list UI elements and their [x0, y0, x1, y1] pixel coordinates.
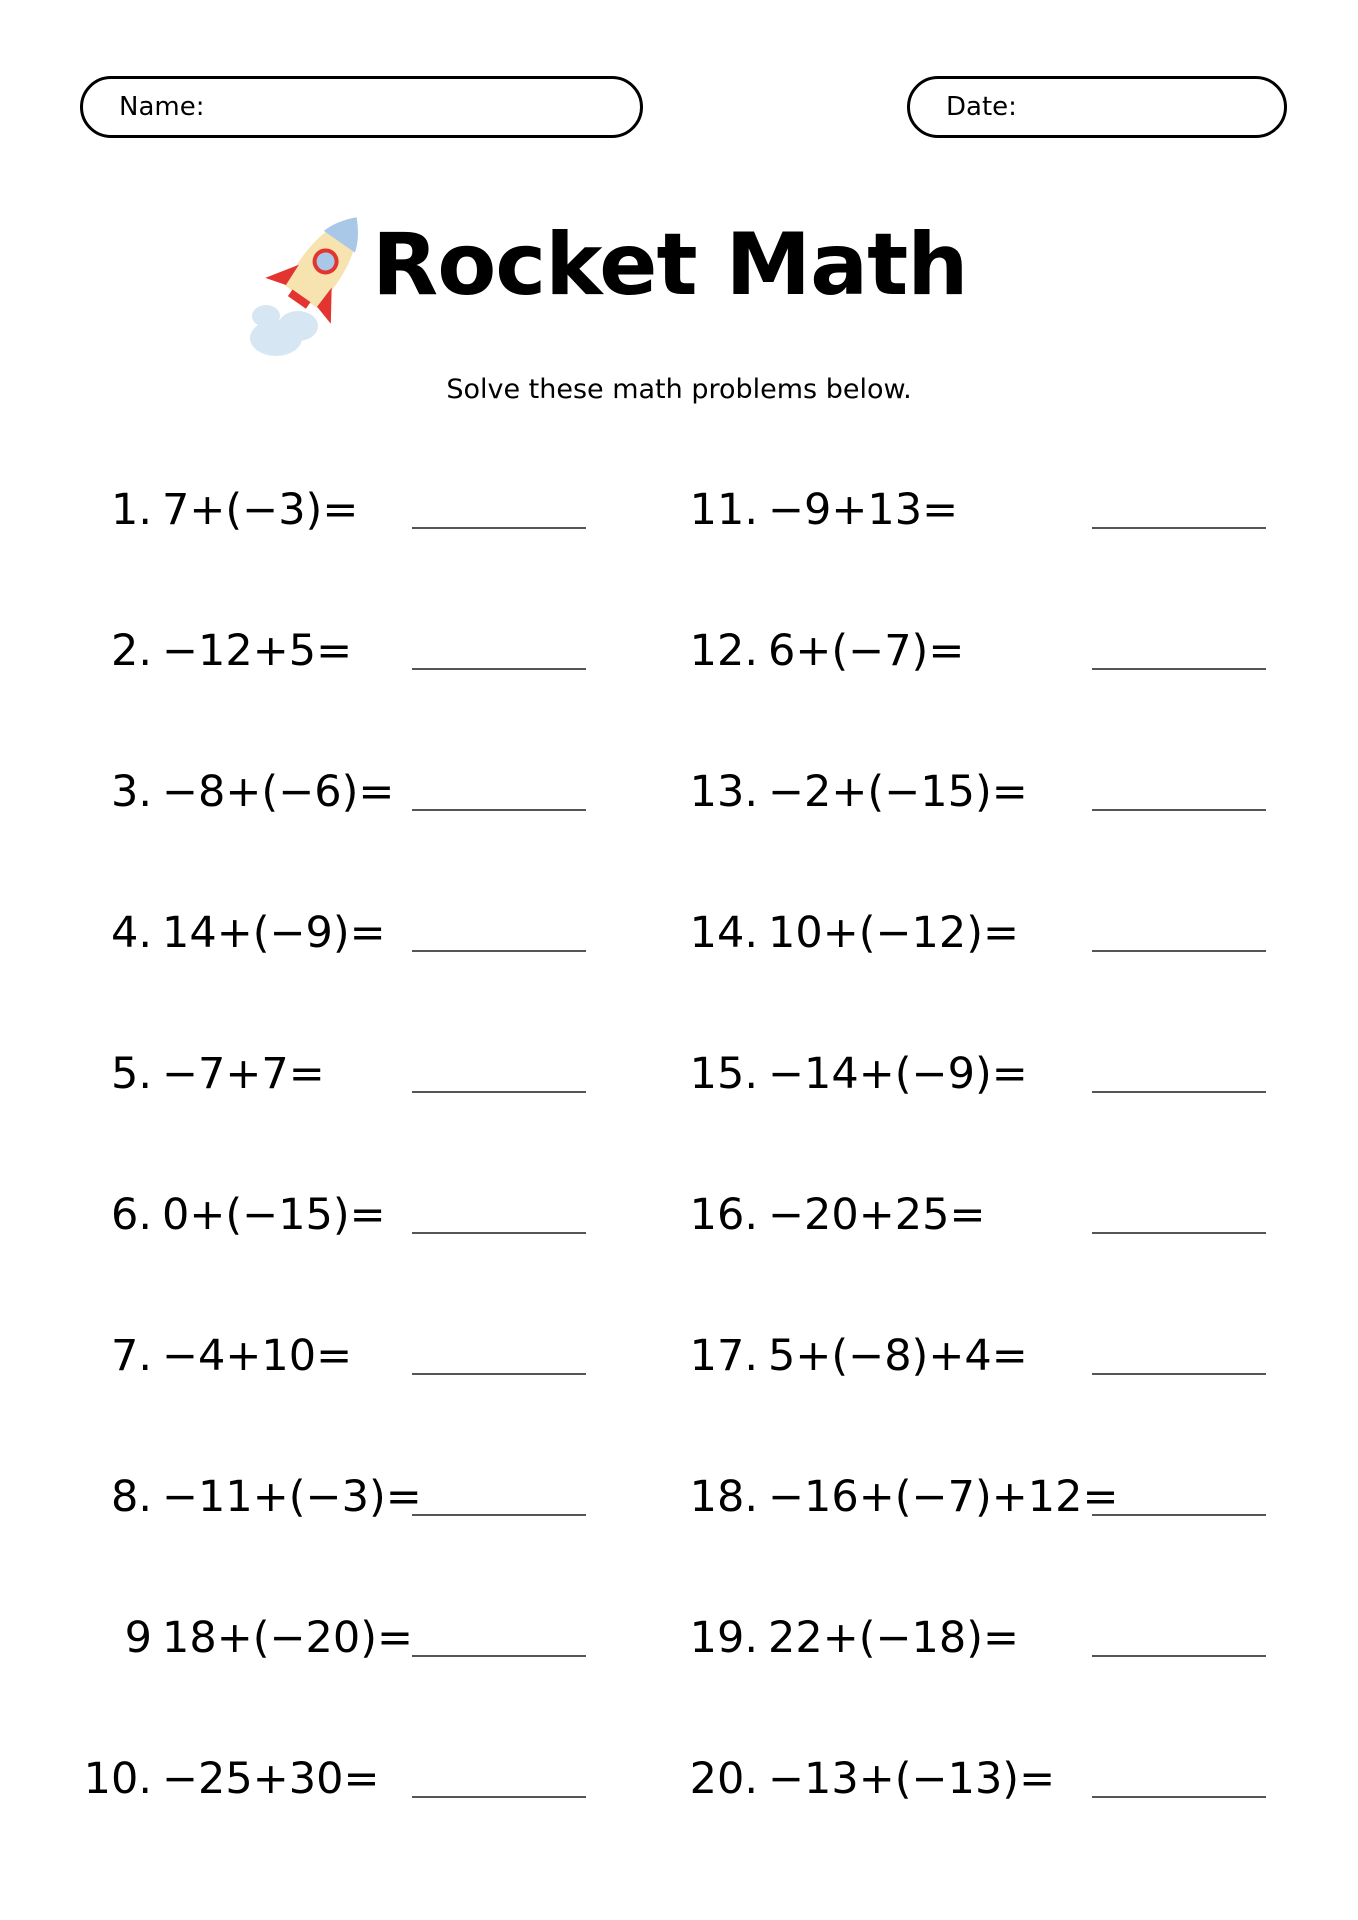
answer-blank[interactable] — [412, 527, 586, 529]
problem-number: 14. — [689, 908, 758, 958]
problem-number: 3. — [110, 767, 152, 817]
answer-blank[interactable] — [1092, 1232, 1266, 1234]
answer-blank[interactable] — [1092, 1373, 1266, 1375]
answer-blank[interactable] — [412, 1796, 586, 1798]
problem-number: 7. — [110, 1331, 152, 1381]
answer-blank[interactable] — [412, 1373, 586, 1375]
problem-number: 16. — [689, 1190, 758, 1240]
page-title: Rocket Math — [372, 215, 968, 315]
date-label: Date: — [946, 92, 1017, 122]
problem-expression: −25+30= — [162, 1754, 380, 1804]
problem-number: 9 — [124, 1613, 152, 1663]
problem-expression: 6+(−7)= — [768, 626, 965, 676]
problem-number: 15. — [689, 1049, 758, 1099]
answer-blank[interactable] — [1092, 950, 1266, 952]
problem-number: 18. — [689, 1472, 758, 1522]
answer-blank[interactable] — [1092, 527, 1266, 529]
problem-number: 2. — [110, 626, 152, 676]
problem-expression: −14+(−9)= — [768, 1049, 1028, 1099]
problem-number: 4. — [110, 908, 152, 958]
problem-expression: −12+5= — [162, 626, 353, 676]
answer-blank[interactable] — [412, 1232, 586, 1234]
name-label: Name: — [119, 92, 205, 122]
problem-number: 11. — [689, 485, 758, 535]
answer-blank[interactable] — [1092, 1796, 1266, 1798]
problem-number: 10. — [83, 1754, 152, 1804]
problem-expression: 0+(−15)= — [162, 1190, 386, 1240]
problem-expression: −20+25= — [768, 1190, 986, 1240]
problem-expression: 22+(−18)= — [768, 1613, 1020, 1663]
problem-number: 17. — [689, 1331, 758, 1381]
answer-blank[interactable] — [412, 1514, 586, 1516]
problem-expression: −11+(−3)= — [162, 1472, 422, 1522]
answer-blank[interactable] — [1092, 668, 1266, 670]
problem-expression: −16+(−7)+12= — [768, 1472, 1119, 1522]
problem-number: 13. — [689, 767, 758, 817]
problem-expression: 10+(−12)= — [768, 908, 1020, 958]
problem-expression: −4+10= — [162, 1331, 353, 1381]
problem-expression: 5+(−8)+4= — [768, 1331, 1028, 1381]
answer-blank[interactable] — [1092, 1655, 1266, 1657]
problem-expression: −2+(−15)= — [768, 767, 1028, 817]
problem-number: 20. — [689, 1754, 758, 1804]
answer-blank[interactable] — [1092, 1514, 1266, 1516]
instructions: Solve these math problems below. — [446, 374, 912, 405]
problem-number: 12. — [689, 626, 758, 676]
answer-blank[interactable] — [412, 668, 586, 670]
answer-blank[interactable] — [1092, 809, 1266, 811]
problem-expression: −7+7= — [162, 1049, 325, 1099]
problem-number: 19. — [689, 1613, 758, 1663]
problem-number: 1. — [110, 485, 152, 535]
problem-expression: 7+(−3)= — [162, 485, 359, 535]
problem-number: 8. — [110, 1472, 152, 1522]
answer-blank[interactable] — [412, 1091, 586, 1093]
problem-number: 6. — [110, 1190, 152, 1240]
problem-expression: −13+(−13)= — [768, 1754, 1056, 1804]
answer-blank[interactable] — [1092, 1091, 1266, 1093]
answer-blank[interactable] — [412, 809, 586, 811]
problem-expression: 14+(−9)= — [162, 908, 386, 958]
problem-number: 5. — [110, 1049, 152, 1099]
problem-expression: 18+(−20)= — [162, 1613, 414, 1663]
problem-expression: −8+(−6)= — [162, 767, 395, 817]
problem-expression: −9+13= — [768, 485, 959, 535]
answer-blank[interactable] — [412, 950, 586, 952]
answer-blank[interactable] — [412, 1655, 586, 1657]
